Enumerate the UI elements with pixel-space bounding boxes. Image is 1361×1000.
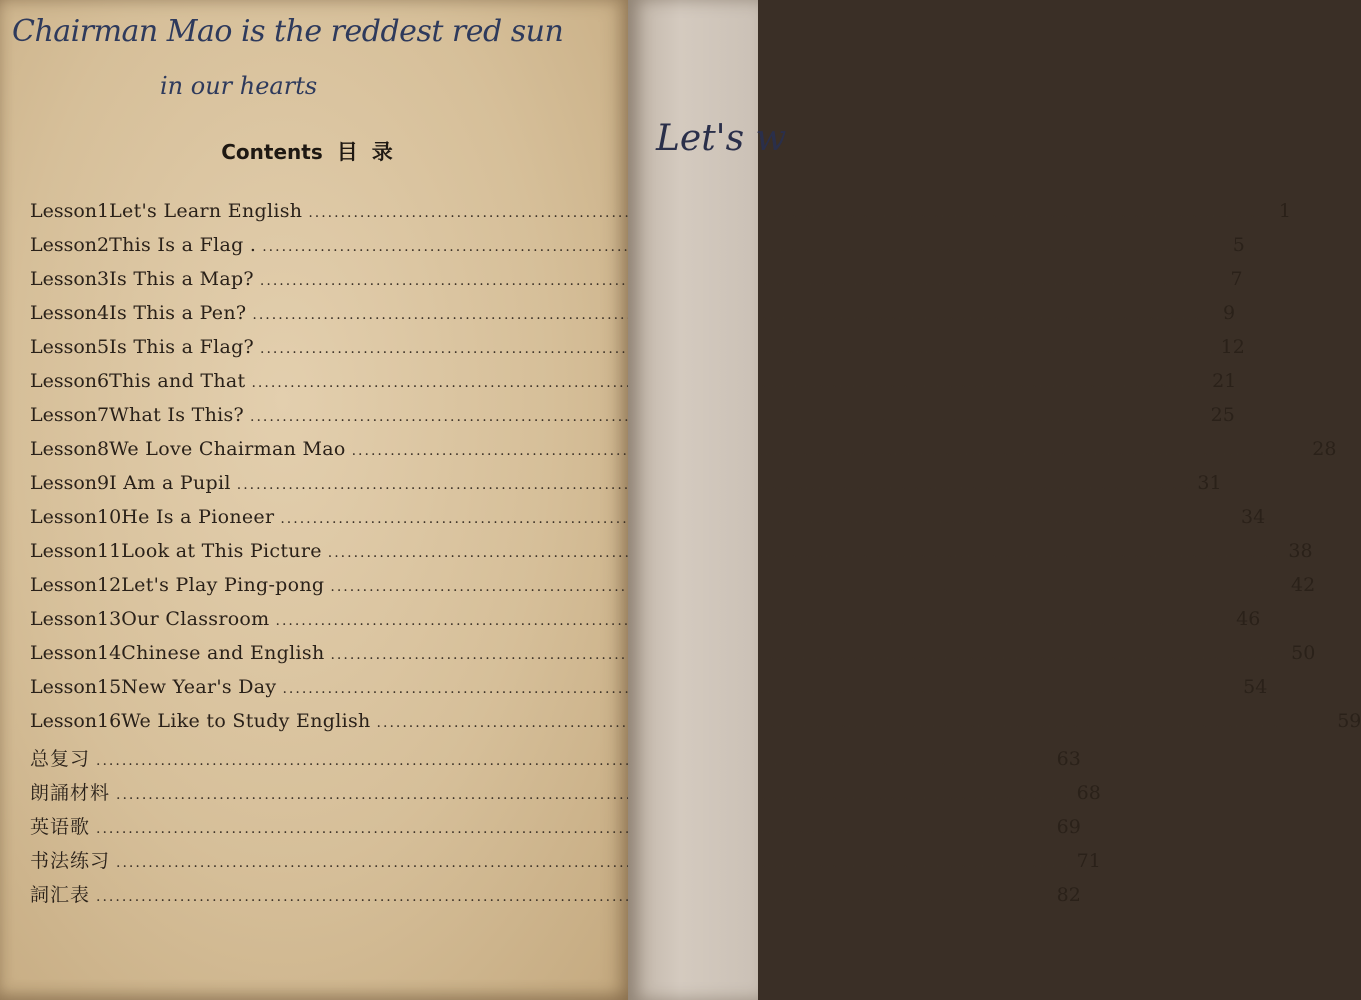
page-number: 71 <box>1076 850 1101 872</box>
page-number: 50 <box>1291 642 1316 664</box>
page-number: 38 <box>1288 540 1313 562</box>
toc-row <box>30 302 1236 336</box>
page-number: 46 <box>1236 608 1261 630</box>
lesson-label: Lesson <box>30 268 98 290</box>
lesson-number: 3 <box>97 268 110 290</box>
toc-row-extra <box>30 846 1101 880</box>
lesson-number: 4 <box>97 302 110 324</box>
lesson-title: I Am a Pupil <box>109 472 231 494</box>
toc-row <box>30 438 1337 472</box>
dot-leader <box>282 681 1237 697</box>
lesson-title: Let's Play Ping-pong <box>121 574 325 596</box>
lesson-title: Let's Learn English <box>109 200 303 222</box>
page-number: 25 <box>1210 404 1235 426</box>
lesson-number: 12 <box>97 574 122 596</box>
lesson-title: Is This a Pen? <box>109 302 247 324</box>
lesson-label: Lesson <box>30 676 98 698</box>
lesson-title: He Is a Pioneer <box>121 506 275 528</box>
page-number: 9 <box>1222 302 1236 324</box>
lesson-number: 1 <box>97 200 110 222</box>
toc-row <box>30 268 1243 302</box>
section-title: 朗誦材料 <box>30 782 111 804</box>
toc-row <box>30 506 1266 540</box>
lesson-title: Look at This Picture <box>121 540 322 562</box>
toc-row <box>30 404 1235 438</box>
toc-row <box>30 200 1291 234</box>
contents-title-en: Contents <box>221 140 323 164</box>
page-number: 82 <box>1056 884 1081 906</box>
toc-row <box>30 710 1361 744</box>
page-number: 34 <box>1241 506 1266 528</box>
page-number: 54 <box>1243 676 1268 698</box>
lesson-label: Lesson <box>30 438 98 460</box>
lesson-label: Lesson <box>30 234 98 256</box>
handwritten-note-right-page: Let's w <box>656 118 787 159</box>
lesson-label: Lesson <box>30 302 98 324</box>
dot-leader <box>330 647 1285 663</box>
lesson-number: 6 <box>97 370 110 392</box>
lesson-number: 16 <box>97 710 122 732</box>
toc-row-extra <box>30 778 1101 812</box>
dot-leader <box>352 443 1307 459</box>
lesson-number: 8 <box>97 438 110 460</box>
toc-row <box>30 642 1316 676</box>
section-title: 总复习 <box>30 748 91 770</box>
lesson-title: We Love Chairman Mao <box>109 438 346 460</box>
lesson-title: Is This a Flag? <box>109 336 255 358</box>
section-title: 书法练习 <box>30 850 111 872</box>
dot-leader <box>96 821 1051 837</box>
lesson-label: Lesson <box>30 540 98 562</box>
dot-leader <box>96 753 1051 769</box>
toc-row <box>30 370 1237 404</box>
lesson-title: Is This a Map? <box>109 268 254 290</box>
lesson-number: 14 <box>97 642 122 664</box>
dot-leader <box>116 855 1071 871</box>
lesson-title: What Is This? <box>109 404 245 426</box>
lesson-number: 15 <box>97 676 122 698</box>
toc-row-extra <box>30 812 1081 846</box>
lesson-number: 13 <box>97 608 122 630</box>
toc-row <box>30 234 1245 268</box>
lesson-title: We Like to Study English <box>121 710 371 732</box>
toc-row <box>30 608 1261 642</box>
page-number: 5 <box>1232 234 1245 256</box>
lesson-label: Lesson <box>30 574 98 596</box>
dot-leader <box>330 579 1285 595</box>
page-number: 31 <box>1197 472 1222 494</box>
dot-leader <box>116 787 1071 803</box>
dot-leader <box>308 205 1263 221</box>
lesson-label: Lesson <box>30 506 98 528</box>
lesson-label: Lesson <box>30 710 98 732</box>
toc-row-extra <box>30 744 1081 778</box>
dot-leader <box>328 545 1283 561</box>
lesson-label: Lesson <box>30 200 98 222</box>
dot-leader <box>377 715 1332 731</box>
handwritten-note-line2: in our hearts <box>160 72 318 100</box>
section-title: 英语歌 <box>30 816 91 838</box>
page-number: 1 <box>1278 200 1291 222</box>
lesson-label: Lesson <box>30 642 98 664</box>
lesson-number: 5 <box>97 336 110 358</box>
lesson-title: Chinese and English <box>121 642 325 664</box>
page-number: 12 <box>1220 336 1245 358</box>
lesson-number: 10 <box>97 506 122 528</box>
toc-row <box>30 336 1245 370</box>
page-number: 68 <box>1076 782 1101 804</box>
section-title: 詞汇表 <box>30 884 91 906</box>
page-number: 28 <box>1312 438 1337 460</box>
toc-row <box>30 574 1316 608</box>
page-number: 63 <box>1056 748 1081 770</box>
dot-leader <box>96 889 1051 905</box>
table-of-contents <box>30 200 1361 914</box>
lesson-title: New Year's Day <box>121 676 277 698</box>
page-number: 69 <box>1056 816 1081 838</box>
page-number: 42 <box>1291 574 1316 596</box>
lesson-title: This Is a Flag . <box>109 234 257 256</box>
lesson-label: Lesson <box>30 336 98 358</box>
toc-row <box>30 540 1313 574</box>
toc-row-extra <box>30 880 1081 914</box>
contents-title <box>0 136 628 166</box>
lesson-label: Lesson <box>30 404 98 426</box>
page-number: 7 <box>1230 268 1243 290</box>
lesson-title: Our Classroom <box>121 608 270 630</box>
lesson-label: Lesson <box>30 472 98 494</box>
toc-row <box>30 676 1268 710</box>
page-number: 59 <box>1337 710 1361 732</box>
contents-title-cn: 目录 <box>336 140 407 164</box>
lesson-number: 2 <box>97 234 110 256</box>
lesson-number: 7 <box>97 404 110 426</box>
lesson-label: Lesson <box>30 370 98 392</box>
lesson-title: This and That <box>109 370 246 392</box>
handwritten-note-line1: Chairman Mao is the reddest red sun <box>12 14 564 49</box>
toc-row <box>30 472 1222 506</box>
lesson-label: Lesson <box>30 608 98 630</box>
page-number: 21 <box>1212 370 1237 392</box>
lesson-number: 11 <box>97 540 122 562</box>
lesson-number: 9 <box>97 472 110 494</box>
